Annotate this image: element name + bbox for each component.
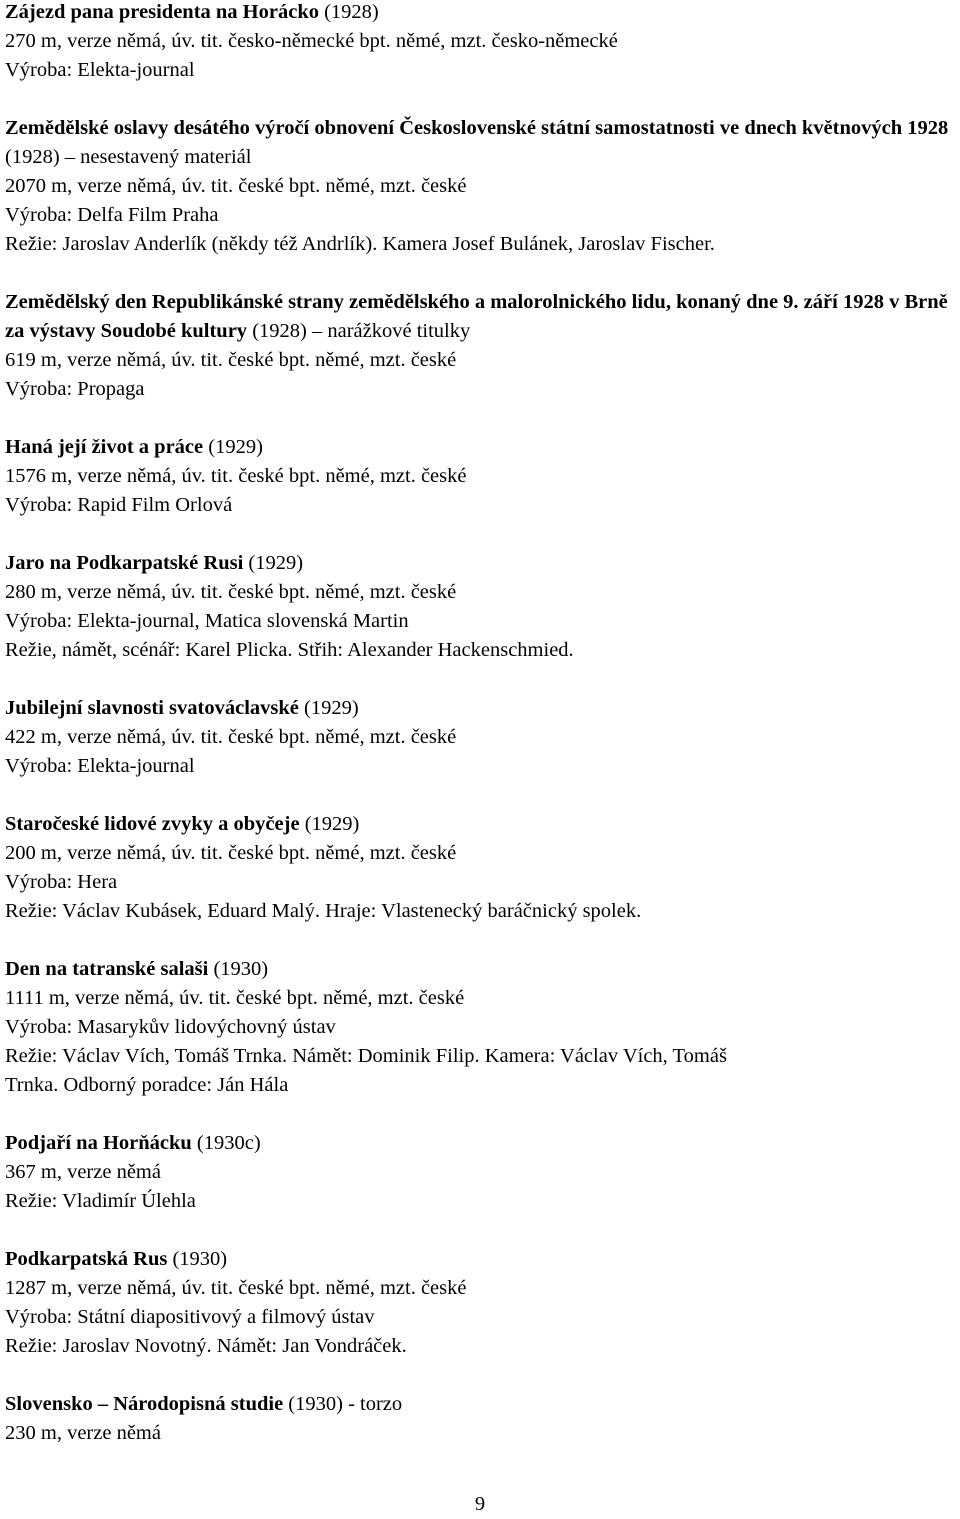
film-title: Podkarpatská Rus	[5, 1248, 168, 1270]
film-detail-line: Režie: Václav Vích, Tomáš Trnka. Námět: Dominik Filip. Kamera: Václav Vích, Tomáš	[5, 1045, 727, 1067]
film-detail-line: 422 m, verze němá, úv. tit. české bpt. němé, mzt. české	[5, 726, 457, 748]
film-title: Podjaří na Horňácku	[5, 1132, 192, 1154]
film-detail-line: 367 m, verze němá	[5, 1161, 161, 1183]
film-title-line	[5, 0, 955, 27]
film-entry-6	[5, 694, 955, 781]
film-entry-11	[5, 1390, 955, 1448]
film-entry-7	[5, 810, 955, 926]
film-title: Zájezd pana presidenta na Horácko	[5, 1, 319, 23]
film-detail-line: 200 m, verze němá, úv. tit. české bpt. němé, mzt. české	[5, 842, 457, 864]
film-year: (1929)	[203, 436, 263, 458]
film-entry-1	[5, 0, 955, 85]
film-title-line	[5, 288, 955, 346]
film-title-line	[5, 433, 955, 462]
film-year: (1928) – narážkové titulky	[247, 320, 471, 342]
film-title-line	[5, 1245, 955, 1274]
film-title: Slovensko – Národopisná studie	[5, 1393, 284, 1415]
film-year: (1929)	[299, 813, 360, 835]
film-detail-line: Režie: Jaroslav Anderlík (někdy též Andrlík). Kamera Josef Bulánek, Jaroslav Fischer.	[5, 233, 715, 255]
film-year: (1930)	[208, 958, 269, 980]
film-detail-line: Režie: Vladimír Úlehla	[5, 1190, 196, 1212]
film-title-line	[5, 955, 955, 984]
film-detail-line: 1576 m, verze němá, úv. tit. české bpt. němé, mzt. české	[5, 465, 467, 487]
film-title-line	[5, 1129, 955, 1158]
film-detail-line: Výroba: Elekta-journal	[5, 59, 195, 81]
film-detail-line: Výroba: Státní diapositivový a filmový ústav	[5, 1306, 375, 1328]
film-year: (1928) – nesestavený materiál	[5, 146, 252, 168]
film-title-line	[5, 694, 955, 723]
film-entry-2	[5, 114, 955, 259]
film-entry-9	[5, 1129, 955, 1216]
film-title: Staročeské lidové zvyky a obyčeje	[5, 813, 300, 835]
film-year: (1930c)	[191, 1132, 261, 1154]
film-year: (1929)	[243, 552, 304, 574]
film-year: (1928)	[318, 1, 379, 23]
film-title: Den na tatranské salaši	[5, 958, 209, 980]
film-entry-10	[5, 1245, 955, 1361]
film-detail-line: Režie: Jaroslav Novotný. Námět: Jan Vondráček.	[5, 1335, 407, 1357]
film-entry-4	[5, 433, 955, 520]
film-year: (1929)	[298, 697, 359, 719]
film-detail-line: Výroba: Elekta-journal, Matica slovenská Martin	[5, 610, 409, 632]
film-detail-line: Režie: Václav Kubásek, Eduard Malý. Hraje: Vlastenecký baráčnický spolek.	[5, 900, 642, 922]
film-detail-line: Výroba: Masarykův lidovýchovný ústav	[5, 1016, 336, 1038]
film-detail-line: Trnka. Odborný poradce: Ján Hála	[5, 1074, 289, 1096]
film-detail-line: Výroba: Elekta-journal	[5, 755, 195, 777]
film-title-line	[5, 549, 955, 578]
film-title-line	[5, 1390, 955, 1419]
film-detail-line: 280 m, verze němá, úv. tit. české bpt. němé, mzt. české	[5, 581, 457, 603]
film-entry-5	[5, 549, 955, 665]
document-page	[5, 0, 955, 1477]
film-detail-line: 2070 m, verze němá, úv. tit. české bpt. němé, mzt. české	[5, 175, 467, 197]
film-detail-line: Režie, námět, scénář: Karel Plicka. Střih: Alexander Hackenschmied.	[5, 639, 574, 661]
film-detail-line: 270 m, verze němá, úv. tit. česko-německé bpt. němé, mzt. česko-německé	[5, 30, 618, 52]
film-title: Jubilejní slavnosti svatováclavské	[5, 697, 299, 719]
film-detail-line: 1111 m, verze němá, úv. tit. české bpt. němé, mzt. české	[5, 987, 465, 1009]
film-title: Zemědělské oslavy desátého výročí obnovení Československé státní samostatnosti ve dnech květnových 1928	[5, 117, 949, 139]
page-number: 9	[474, 1493, 486, 1515]
film-detail-line: Výroba: Delfa Film Praha	[5, 204, 219, 226]
film-detail-line: Výroba: Rapid Film Orlová	[5, 494, 233, 516]
film-title-line	[5, 114, 955, 172]
film-detail-line: Výroba: Propaga	[5, 378, 145, 400]
film-title: Jaro na Podkarpatské Rusi	[5, 552, 244, 574]
film-title-line	[5, 810, 955, 839]
film-title: Zemědělský den Republikánské strany zemědělského a malorolnického lidu, konaný dne 9. září 1928 v Brně za výstavy Soudobé kultury	[5, 291, 948, 342]
film-year: (1930) - torzo	[283, 1393, 403, 1415]
film-title: Haná její život a práce	[5, 436, 204, 458]
film-year: (1930)	[167, 1248, 228, 1270]
film-detail-line: 230 m, verze němá	[5, 1422, 161, 1444]
film-entry-3	[5, 288, 955, 404]
film-detail-line: 619 m, verze němá, úv. tit. české bpt. němé, mzt. české	[5, 349, 457, 371]
film-detail-line: Výroba: Hera	[5, 871, 118, 893]
film-entry-8	[5, 955, 955, 1100]
film-detail-line: 1287 m, verze němá, úv. tit. české bpt. němé, mzt. české	[5, 1277, 467, 1299]
